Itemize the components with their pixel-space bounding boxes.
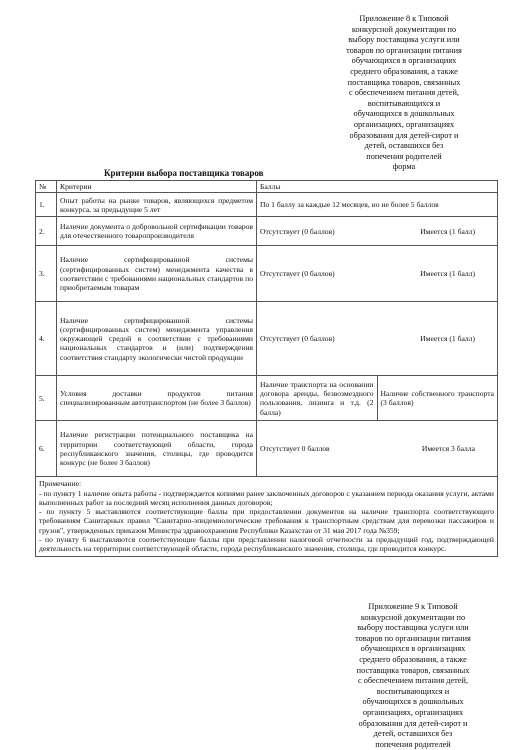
row-criteria: Наличие регистрации потенциального поставщика на территории соответствующей области, города республиканского значения, столицы, где проводится конкурс (не более 3 баллов)	[57, 421, 257, 477]
appendix-9-header	[338, 602, 488, 750]
row-num: 5.	[36, 376, 57, 421]
table-header-row	[36, 181, 498, 193]
appendix-8-header	[328, 14, 480, 173]
table-row	[36, 193, 498, 217]
appendix-line: выбору поставщика услуги или	[357, 623, 469, 633]
table-note	[36, 477, 498, 556]
row-criteria: Наличие сертифицированной системы (сертифицированных систем) менеджмента управления окружающей средой в соответствии с требованиями национальных стандартов и (или) подтверждения соответствия стандарту экологически чистой продукции	[57, 302, 257, 376]
appendix-line: обучающихся в организациях	[351, 56, 457, 66]
header-num: №	[36, 181, 57, 193]
appendix-line: детей, оставшихся без	[364, 141, 444, 151]
row-points-absent: Отсутствует 0 баллов	[257, 421, 378, 477]
document-title: Критерии выбора поставщика товаров	[104, 168, 264, 178]
note-heading: Примечание:	[39, 479, 82, 489]
table-row	[36, 376, 498, 421]
appendix-line: организациях, организациях	[353, 119, 455, 129]
note-item: - по пункту 6 выставляются соответствующие баллы при представлении налоговой отчетности за предыдущий год, подтверждающей деятельность на территории соответствующей области, города республиканского значения, столицы, где проводится конкурс.	[39, 535, 494, 554]
appendix-line: детей, оставшихся без	[373, 729, 453, 739]
table-row	[36, 421, 498, 477]
appendix-line: обучающихся в дошкольных	[353, 109, 455, 119]
note-row	[36, 477, 498, 556]
appendix-line: воспитывающихся и	[367, 98, 441, 108]
row-num: 1.	[36, 193, 57, 217]
note-item: - по пункту 1 наличие опыта работы - подтверждается копиями ранее заключенных договоров с указанием периода оказания услуги, актами выполненных работ за последний месяц исполнения данных договоров;	[39, 488, 494, 507]
row-points-present: Имеется (1 балл)	[377, 217, 498, 246]
row-num: 4.	[36, 302, 57, 376]
appendix-line: попечения родителей	[366, 151, 442, 161]
row-num: 6.	[36, 421, 57, 477]
appendix-line: конкурсной документации по	[360, 612, 466, 622]
row-num: 2.	[36, 217, 57, 246]
appendix-line: выбору поставщика услуги или	[348, 35, 460, 45]
row-num: 3.	[36, 246, 57, 302]
appendix-line: обучающихся в организациях	[360, 644, 466, 654]
appendix-line: с обеспечением питания детей,	[357, 676, 469, 686]
row-criteria: Условия доставки продуктов питания специализированным автотранспортом (не более 3 баллов)	[57, 376, 257, 421]
row-criteria: Опыт работы на рынке товаров, являющихся предметом конкурса, за предыдущие 5 лет	[57, 193, 257, 217]
row-points-absent: Отсутствует (0 баллов)	[257, 217, 378, 246]
row-points-own: Наличие собственного транспорта (3 баллов)	[377, 376, 498, 421]
criteria-table	[35, 180, 498, 557]
table-row	[36, 302, 498, 376]
appendix-line: конкурсной документации по	[351, 24, 457, 34]
note-item: - по пункту 5 выставляются соответствующие баллы при предоставлении документов на наличие транспорта соответствующего требованиям Санитарных правил "Санитарно-эпидемиологические требования к транспортным средствам для перевозки пассажиров и грузов", утвержденных приказом Министра здравоохранения Республики Казахстан от 31 мая 2017 года №359;	[39, 507, 494, 535]
row-points-present: Имеется 3 балла	[377, 421, 498, 477]
appendix-line: воспитывающихся и	[376, 686, 450, 696]
appendix-line: Приложение 8 к Типовой	[359, 14, 449, 23]
row-points-absent: Отсутствует (0 баллов)	[257, 302, 378, 376]
row-criteria: Наличие документа о добровольной сертификации товаров для отечественного товаропроизводителя	[57, 217, 257, 246]
table-row	[36, 246, 498, 302]
appendix-line: товаров по организации питания	[346, 45, 462, 55]
row-points: По 1 баллу за каждые 12 месяцев, но не более 5 баллов	[257, 193, 498, 217]
appendix-line: среднего образования, а также	[359, 654, 467, 664]
appendix-line: с обеспечением питания детей,	[348, 88, 460, 98]
appendix-line: образования для детей-сирот и	[358, 718, 468, 728]
appendix-line: товаров по организации питания	[355, 633, 471, 643]
row-points-present: Имеется (1 балл)	[377, 246, 498, 302]
appendix-line: обучающихся в дошкольных	[362, 697, 464, 707]
row-points-absent: Отсутствует (0 баллов)	[257, 246, 378, 302]
appendix-line: образования для детей-сирот и	[349, 130, 459, 140]
appendix-line: организациях, организациях	[362, 707, 464, 717]
header-criteria: Критерии	[57, 181, 257, 193]
appendix-line: форма	[392, 162, 416, 172]
row-points-present: Имеется (1 балл)	[377, 302, 498, 376]
appendix-line: среднего образования, а также	[350, 66, 458, 76]
appendix-line: Приложение 9 к Типовой	[368, 602, 458, 611]
appendix-line: попечения родителей	[375, 739, 451, 749]
header-points: Баллы	[257, 181, 498, 193]
appendix-line: поставщика товаров, связанных	[347, 77, 461, 87]
table-row	[36, 217, 498, 246]
row-points-lease: Наличие транспорта на основании договора аренды, безвозмездного пользования, лизинга и т.д. (2 балла)	[257, 376, 378, 421]
appendix-line: поставщика товаров, связанных	[356, 665, 470, 675]
row-criteria: Наличие сертифицированной системы (сертифицированных систем) менеджмента качества в соответствии с требованиями национальных стандартов по приобретаемым товарам	[57, 246, 257, 302]
